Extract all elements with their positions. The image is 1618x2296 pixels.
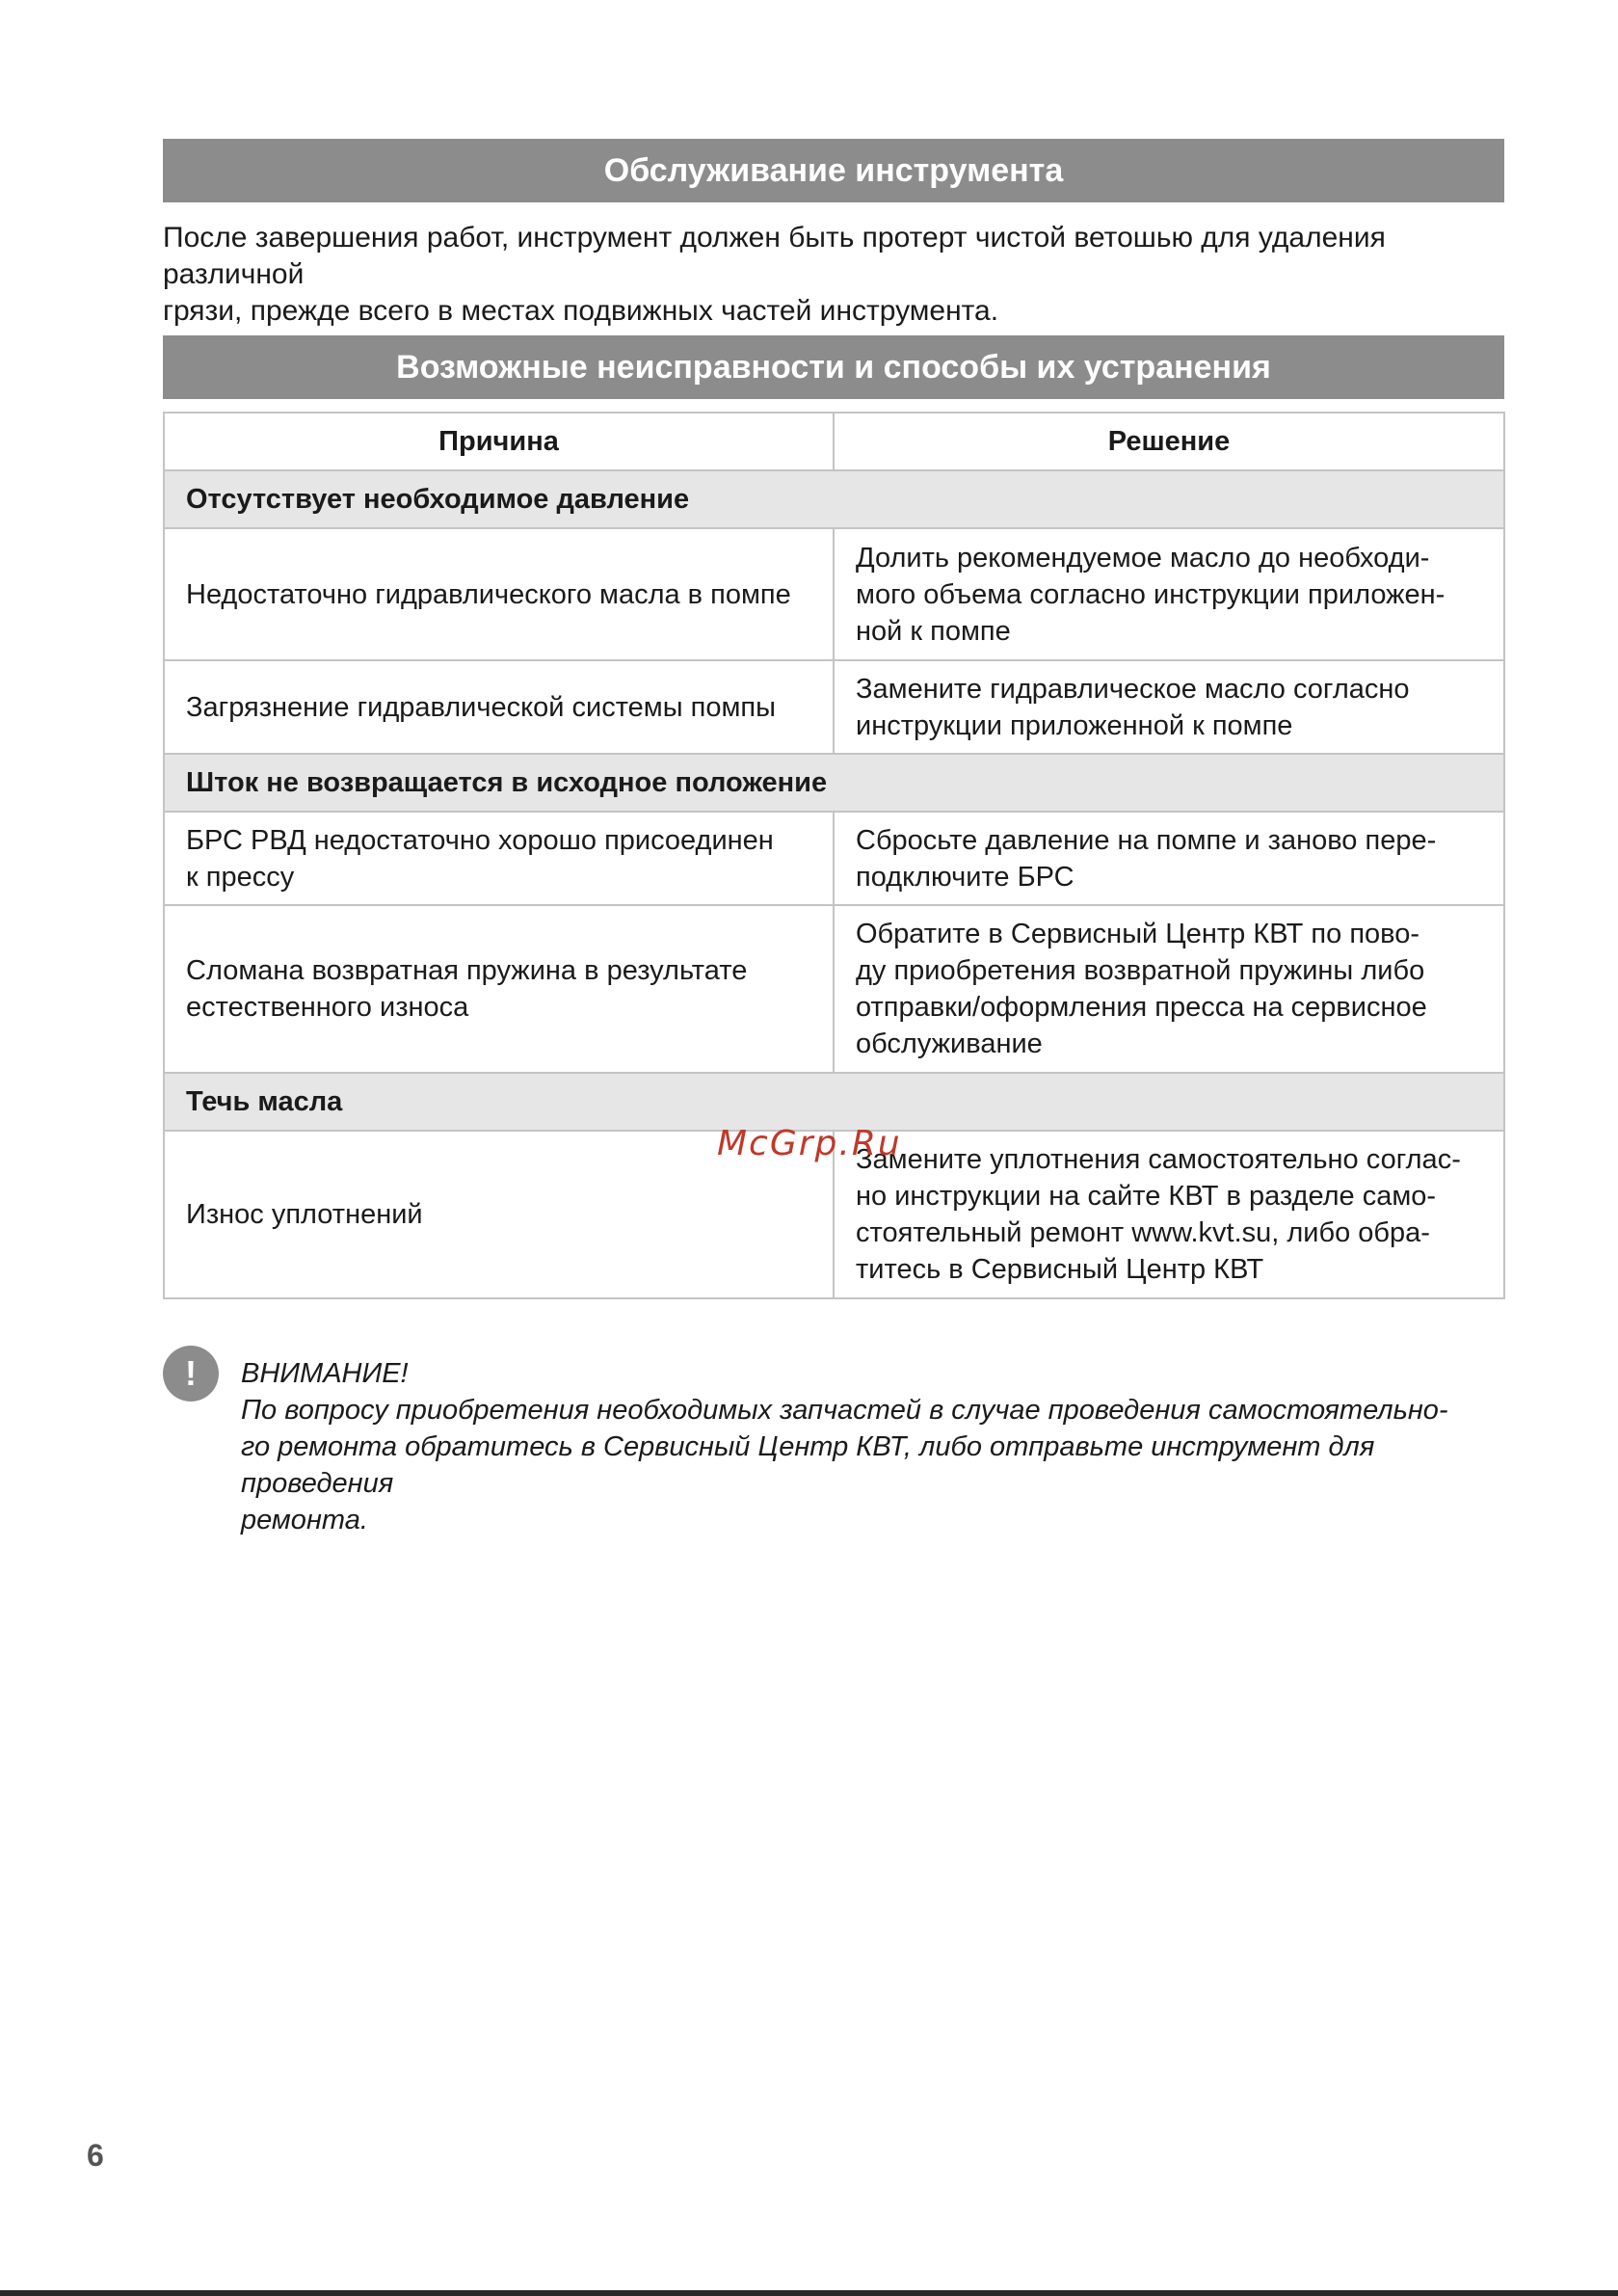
solution-cell [834, 660, 1504, 754]
solution-line: ной к помпе [856, 615, 1011, 647]
warning-line: ремонта. [241, 1505, 368, 1535]
solution-line: но инструкции на сайте КВТ в разделе само- [856, 1181, 1437, 1212]
group-title: Шток не возвращается в исходное положение [164, 754, 1504, 812]
cause-cell: Износ уплотнений [164, 1131, 834, 1298]
solution-line: мого объема согласно инструкции приложен- [856, 578, 1446, 610]
solution-line: Обратите в Сервисный Центр КВТ по пово- [856, 919, 1420, 949]
cause-cell: Недостаточно гидравлического масла в помпе [164, 528, 834, 660]
maintenance-text-line: грязи, прежде всего в местах подвижных частей инструмента. [163, 295, 999, 327]
warning-icon: ! [163, 1346, 219, 1402]
solution-line: обслуживание [856, 1028, 1043, 1059]
maintenance-title: Обслуживание инструмента [163, 139, 1504, 202]
solution-line: отправки/оформления пресса на сервисное [856, 992, 1427, 1023]
warning-block [241, 1355, 1494, 1538]
table-row [164, 528, 1504, 660]
warning-title: ВНИМАНИЕ! [241, 1358, 409, 1389]
group-row [164, 1073, 1504, 1131]
watermark: McGrp.Ru [717, 1124, 902, 1163]
solution-cell [834, 1131, 1504, 1298]
maintenance-text [163, 220, 1512, 330]
cause-line: к прессу [186, 861, 295, 893]
maintenance-text-line: После завершения работ, инструмент должен быть протерт чистой ветошью для удаления различной [163, 222, 1386, 290]
solution-line: инструкции приложенной к помпе [856, 709, 1293, 741]
table-row [164, 812, 1504, 905]
cause-cell: Загрязнение гидравлической системы помпы [164, 660, 834, 754]
group-title: Отсутствует необходимое давление [164, 470, 1504, 528]
solution-line: Сбросьте давление на помпе и заново пере- [856, 824, 1437, 856]
group-row [164, 754, 1504, 812]
solution-line: Замените уплотнения самостоятельно соглас- [856, 1144, 1461, 1175]
page-number: 6 [87, 2138, 104, 2173]
warning-line: го ремонта обратитесь в Сервисный Центр КВТ, либо отправьте инструмент для проведения [241, 1431, 1375, 1499]
cause-line: Сломана возвратная пружина в результате [186, 955, 748, 986]
header-cause: Причина [164, 413, 834, 470]
solution-cell [834, 812, 1504, 905]
cause-cell [164, 812, 834, 905]
faults-table [163, 412, 1505, 1299]
group-row [164, 470, 1504, 528]
solution-line: подключите БРС [856, 861, 1074, 893]
bottom-rule [0, 2290, 1618, 2296]
solution-line: Замените гидравлическое масло согласно [856, 673, 1410, 705]
solution-line: стоятельный ремонт www.kvt.su, либо обра- [856, 1217, 1430, 1248]
warning-line: По вопросу приобретения необходимых запчастей в случае проведения самостоятельно- [241, 1395, 1448, 1426]
group-title: Течь масла [164, 1073, 1504, 1131]
header-solution: Решение [834, 413, 1504, 470]
solution-cell [834, 905, 1504, 1073]
solution-line: титесь в Сервисный Центр КВТ [856, 1254, 1264, 1285]
solution-cell [834, 528, 1504, 660]
cause-line: БРС РВД недостаточно хорошо присоединен [186, 824, 774, 856]
faults-title: Возможные неисправности и способы их устранения [163, 335, 1504, 399]
table-header-row [164, 413, 1504, 470]
cause-line: естественного износа [186, 992, 469, 1023]
solution-line: Долить рекомендуемое масло до необходи- [856, 542, 1430, 574]
table-row [164, 905, 1504, 1073]
solution-line: ду приобретения возвратной пружины либо [856, 955, 1425, 986]
table-row [164, 660, 1504, 754]
cause-cell [164, 905, 834, 1073]
